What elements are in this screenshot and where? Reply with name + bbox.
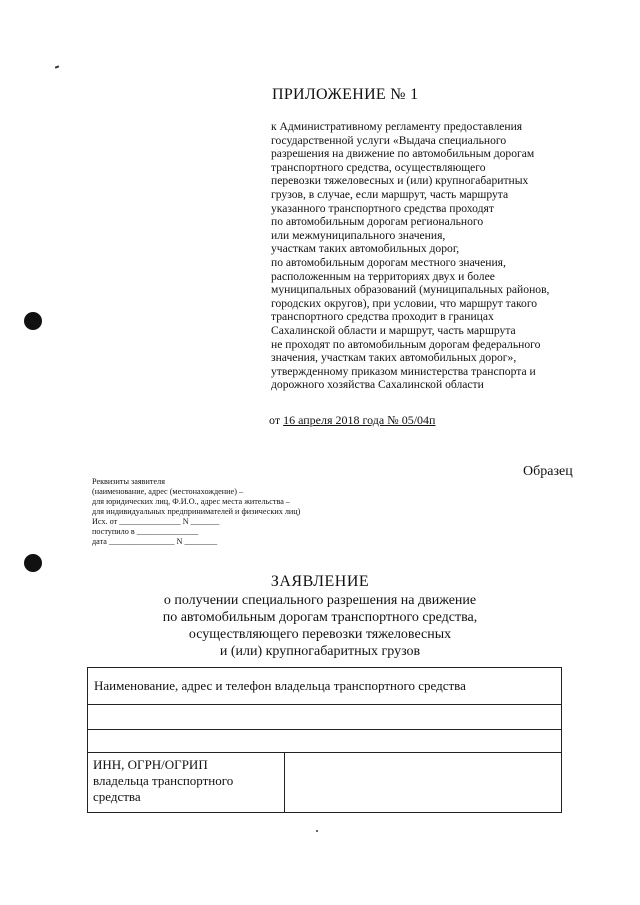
appendix-line: перевозки тяжеловесных и (или) крупногабаритных [271, 174, 529, 188]
statement-line: и (или) крупногабаритных грузов [219, 644, 421, 659]
statement-line: осуществляющего перевозки тяжеловесных [188, 627, 452, 642]
appendix-body [271, 120, 591, 392]
appendix-line: дорожного хозяйства Сахалинской области [271, 378, 484, 392]
table-row-divider [88, 729, 561, 730]
order-number: 05/04п [401, 413, 436, 427]
appendix-line: участкам таких автомобильных дорог, [271, 242, 460, 256]
appendix-line: указанного транспортного средства проходят [271, 201, 494, 215]
appendix-line: транспортного средства проходит в границах [271, 310, 494, 324]
table-row-divider [88, 752, 561, 753]
inn-label-line: владельца транспортного [93, 773, 234, 788]
appendix-line: по автомобильным дорогам регионального [271, 215, 484, 229]
scan-speck [55, 65, 59, 68]
statement-line: о получении специального разрешения на движение [163, 593, 477, 608]
requisites-line: Реквизиты заявителя [92, 477, 165, 486]
appendix-line: к Административному регламенту предоставления [271, 120, 523, 133]
application-form-table [87, 667, 562, 813]
appendix-line: муниципальных образований (муниципальных районов, [271, 283, 550, 297]
sample-label: Образец [523, 464, 573, 479]
inn-label-line: ИНН, ОГРН/ОГРИП [93, 757, 208, 772]
requisites-line: Исх. от _______________ N _______ [92, 517, 220, 526]
inn-label-line: средства [93, 789, 141, 804]
order-prefix: от [269, 413, 284, 427]
statement-line: по автомобильным дорогам транспортного средства, [162, 610, 478, 625]
appendix-line: Сахалинской области и маршрут, часть маршрута [271, 323, 516, 337]
scan-speck [316, 830, 318, 832]
requisites-line: (наименование, адрес (местонахождение) – [92, 487, 244, 496]
order-number-sign: № [384, 413, 402, 427]
appendix-line: грузов, в случае, если маршрут, часть маршрута [271, 187, 509, 201]
owner-header-cell: Наименование, адрес и телефон владельца транспортного средства [94, 678, 466, 693]
statement-subtitle [0, 592, 640, 660]
appendix-line: значения, участкам таких автомобильных дорог», [271, 351, 517, 365]
punch-hole-top [24, 312, 42, 330]
requisites-line: поступило в _______________ [92, 527, 199, 536]
appendix-line: утвержденному приказом министерства транспорта и [271, 364, 536, 378]
appendix-line: не проходят по автомобильным дорогам федерального [271, 337, 541, 351]
appendix-title: ПРИЛОЖЕНИЕ № 1 [272, 86, 419, 103]
punch-hole-bottom [24, 554, 42, 572]
inn-label-cell [93, 757, 281, 805]
inn-value-cell[interactable] [290, 757, 554, 809]
appendix-line: расположенным на территориях двух и более [271, 269, 495, 283]
table-row-divider [88, 704, 561, 705]
requisites-line: дата ________________ N ________ [92, 537, 218, 546]
requisites-line: для индивидуальных предпринимателей и физических лиц) [92, 507, 301, 516]
appendix-line: или межмуниципального значения, [271, 228, 446, 242]
appendix-line: по автомобильным дорогам местного значения, [271, 255, 506, 269]
requisites-line: для юридических лиц, Ф.И.О., адрес места жительства – [92, 497, 291, 506]
appendix-line: государственной услуги «Выдача специального [271, 133, 507, 147]
applicant-requisites [92, 477, 300, 547]
appendix-line: городских округов), при условии, что маршрут такого [271, 296, 538, 310]
appendix-line: транспортного средства, осуществляющего [271, 160, 486, 174]
statement-title: ЗАЯВЛЕНИЕ [270, 573, 370, 590]
order-date: 16 апреля 2018 года [283, 413, 385, 427]
table-column-divider [284, 752, 285, 812]
order-reference [269, 413, 435, 428]
appendix-line: разрешения на движение по автомобильным дорогам [271, 147, 535, 161]
